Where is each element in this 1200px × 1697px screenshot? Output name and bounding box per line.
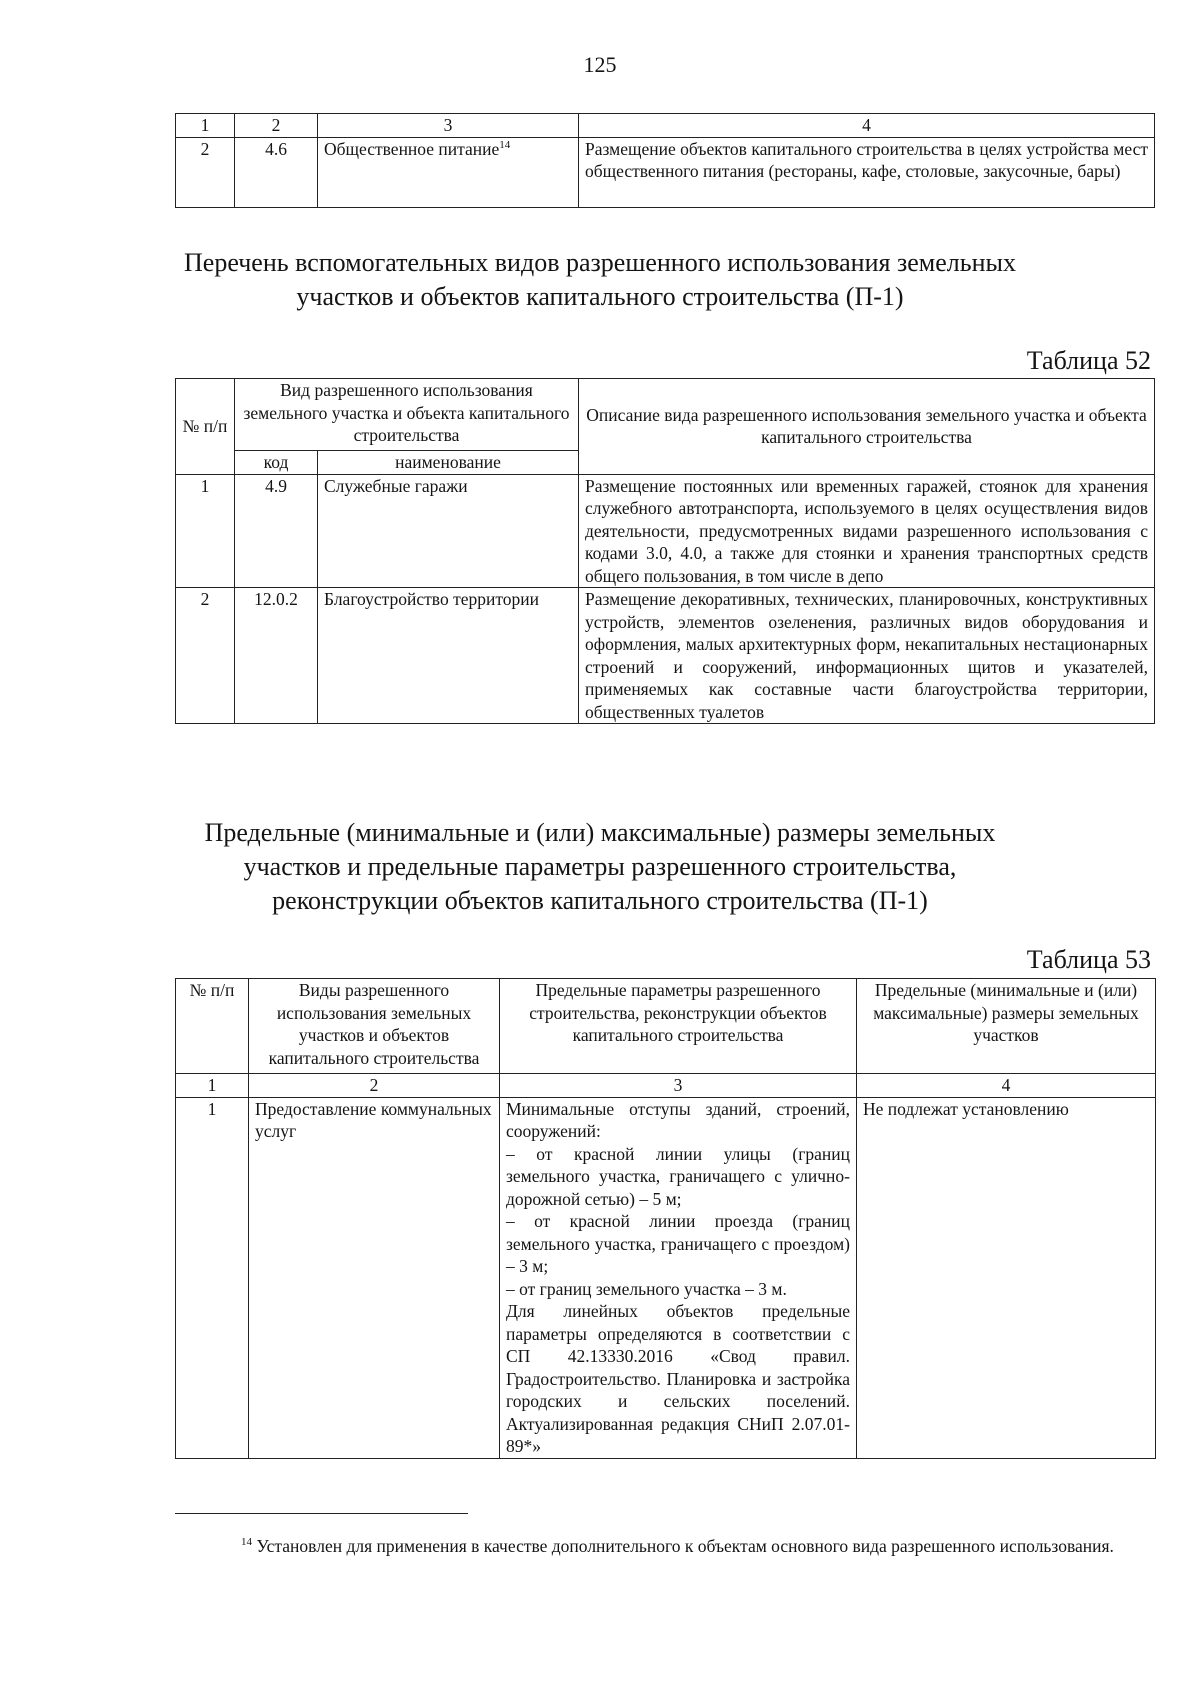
- col-index-4: 4: [579, 114, 1155, 138]
- row-description: Размещение объектов капитального строительства в целях устройства мест общественного питания (рестораны, кафе, столовые, закусочные, бары): [579, 137, 1155, 207]
- table-header-index-row: [176, 114, 1155, 138]
- row-params: Минимальные отступы зданий, строений, сооружений: – от красной линии улицы (границ земельного участка, граничащего с улично-дорожной сетью) – 5 м; – от красной линии проезда (границ земельного участка, граничащего с проездом) – 3 м; – от границ земельного участка – 3 м. Для линейных объектов предельные параметры определяются в соответствии с СП 42.13330.2016 «Свод правил. Градостроительство. Планировка и застройка городских и сельских поселений. Актуализированная редакция СНиП 2.07.01-89*»: [500, 1097, 857, 1458]
- section-heading-limits: Предельные (минимальные и (или) максимальные) размеры земельных участков и предельные параметры разрешенного строительства, реконструкции объектов капитального строительства (П-1): [204, 818, 996, 915]
- header-description: Описание вида разрешенного использования земельного участка и объекта капитального строительства: [579, 379, 1155, 475]
- row-number: 2: [176, 588, 235, 724]
- table-header-row: [176, 979, 1156, 1074]
- col-index-1: 1: [176, 114, 235, 138]
- header-number: № п/п: [176, 379, 235, 475]
- row-description: Размещение постоянных или временных гаражей, стоянок для хранения служебного автотранспорта, используемого в целях осуществления видов деятельности, предусмотренных видами разрешенного использования с кодами 3.0, 4.0, а также для стоянки и хранения транспортных средств общего пользования, в том числе в депо: [579, 474, 1155, 588]
- col-index-4: 4: [857, 1074, 1156, 1098]
- section-heading-auxiliary: Перечень вспомогательных видов разрешенного использования земельных участков и объектов капитального строительства (П-1): [184, 248, 1016, 311]
- footnote-marker: 14: [241, 1536, 252, 1549]
- footnote-ref: 14: [499, 138, 511, 151]
- row-number: 1: [176, 1097, 249, 1458]
- table-53: [175, 978, 1156, 1459]
- row-type: Предоставление коммунальных услуг: [249, 1097, 500, 1458]
- header-sizes: Предельные (минимальные и (или) максимальные) размеры земельных участков: [857, 979, 1156, 1074]
- row-number: 1: [176, 474, 235, 588]
- table-row: [176, 1097, 1156, 1458]
- table-row: [176, 137, 1155, 207]
- table-index-row: [176, 1074, 1156, 1098]
- table-52: [175, 378, 1155, 724]
- row-sizes: Не подлежат установлению: [857, 1097, 1156, 1458]
- col-index-1: 1: [176, 1074, 249, 1098]
- table-continuation: [175, 113, 1155, 208]
- col-index-2: 2: [249, 1074, 500, 1098]
- table-53-label: Таблица 53: [1026, 945, 1151, 974]
- footnote: [175, 1534, 1153, 1558]
- row-name: Служебные гаражи: [318, 474, 579, 588]
- row-number: 2: [176, 137, 235, 207]
- col-index-3: 3: [318, 114, 579, 138]
- row-name: Общественное питание$^{14}$: [318, 137, 579, 207]
- header-code: код: [235, 451, 318, 475]
- table-row: [176, 474, 1155, 588]
- header-number: № п/п: [176, 979, 249, 1074]
- row-code: 12.0.2: [235, 588, 318, 724]
- col-index-3: 3: [500, 1074, 857, 1098]
- table-header-row: [176, 379, 1155, 451]
- table-52-label: Таблица 52: [1026, 346, 1151, 375]
- table-row: [176, 588, 1155, 724]
- row-name: Благоустройство территории: [318, 588, 579, 724]
- header-name: наименование: [318, 451, 579, 475]
- footnote-separator: [175, 1513, 468, 1514]
- col-index-2: 2: [235, 114, 318, 138]
- page-number: 125: [583, 52, 617, 77]
- header-params: Предельные параметры разрешенного строительства, реконструкции объектов капитального строительства: [500, 979, 857, 1074]
- row-description: Размещение декоративных, технических, планировочных, конструктивных устройств, элементов озеленения, различных видов оборудования и оформления, малых архитектурных форм, некапитальных нестационарных строений и сооружений, информационных щитов и указателей, применяемых как составные части благоустройства территории, общественных туалетов: [579, 588, 1155, 724]
- header-type: Вид разрешенного использования земельного участка и объекта капитального строительства: [235, 379, 579, 451]
- header-types: Виды разрешенного использования земельных участков и объектов капитального строительства: [249, 979, 500, 1074]
- row-code: 4.9: [235, 474, 318, 588]
- row-code: 4.6: [235, 137, 318, 207]
- footnote-text: Установлен для применения в качестве дополнительного к объектам основного вида разрешенного использования.: [252, 1536, 1114, 1556]
